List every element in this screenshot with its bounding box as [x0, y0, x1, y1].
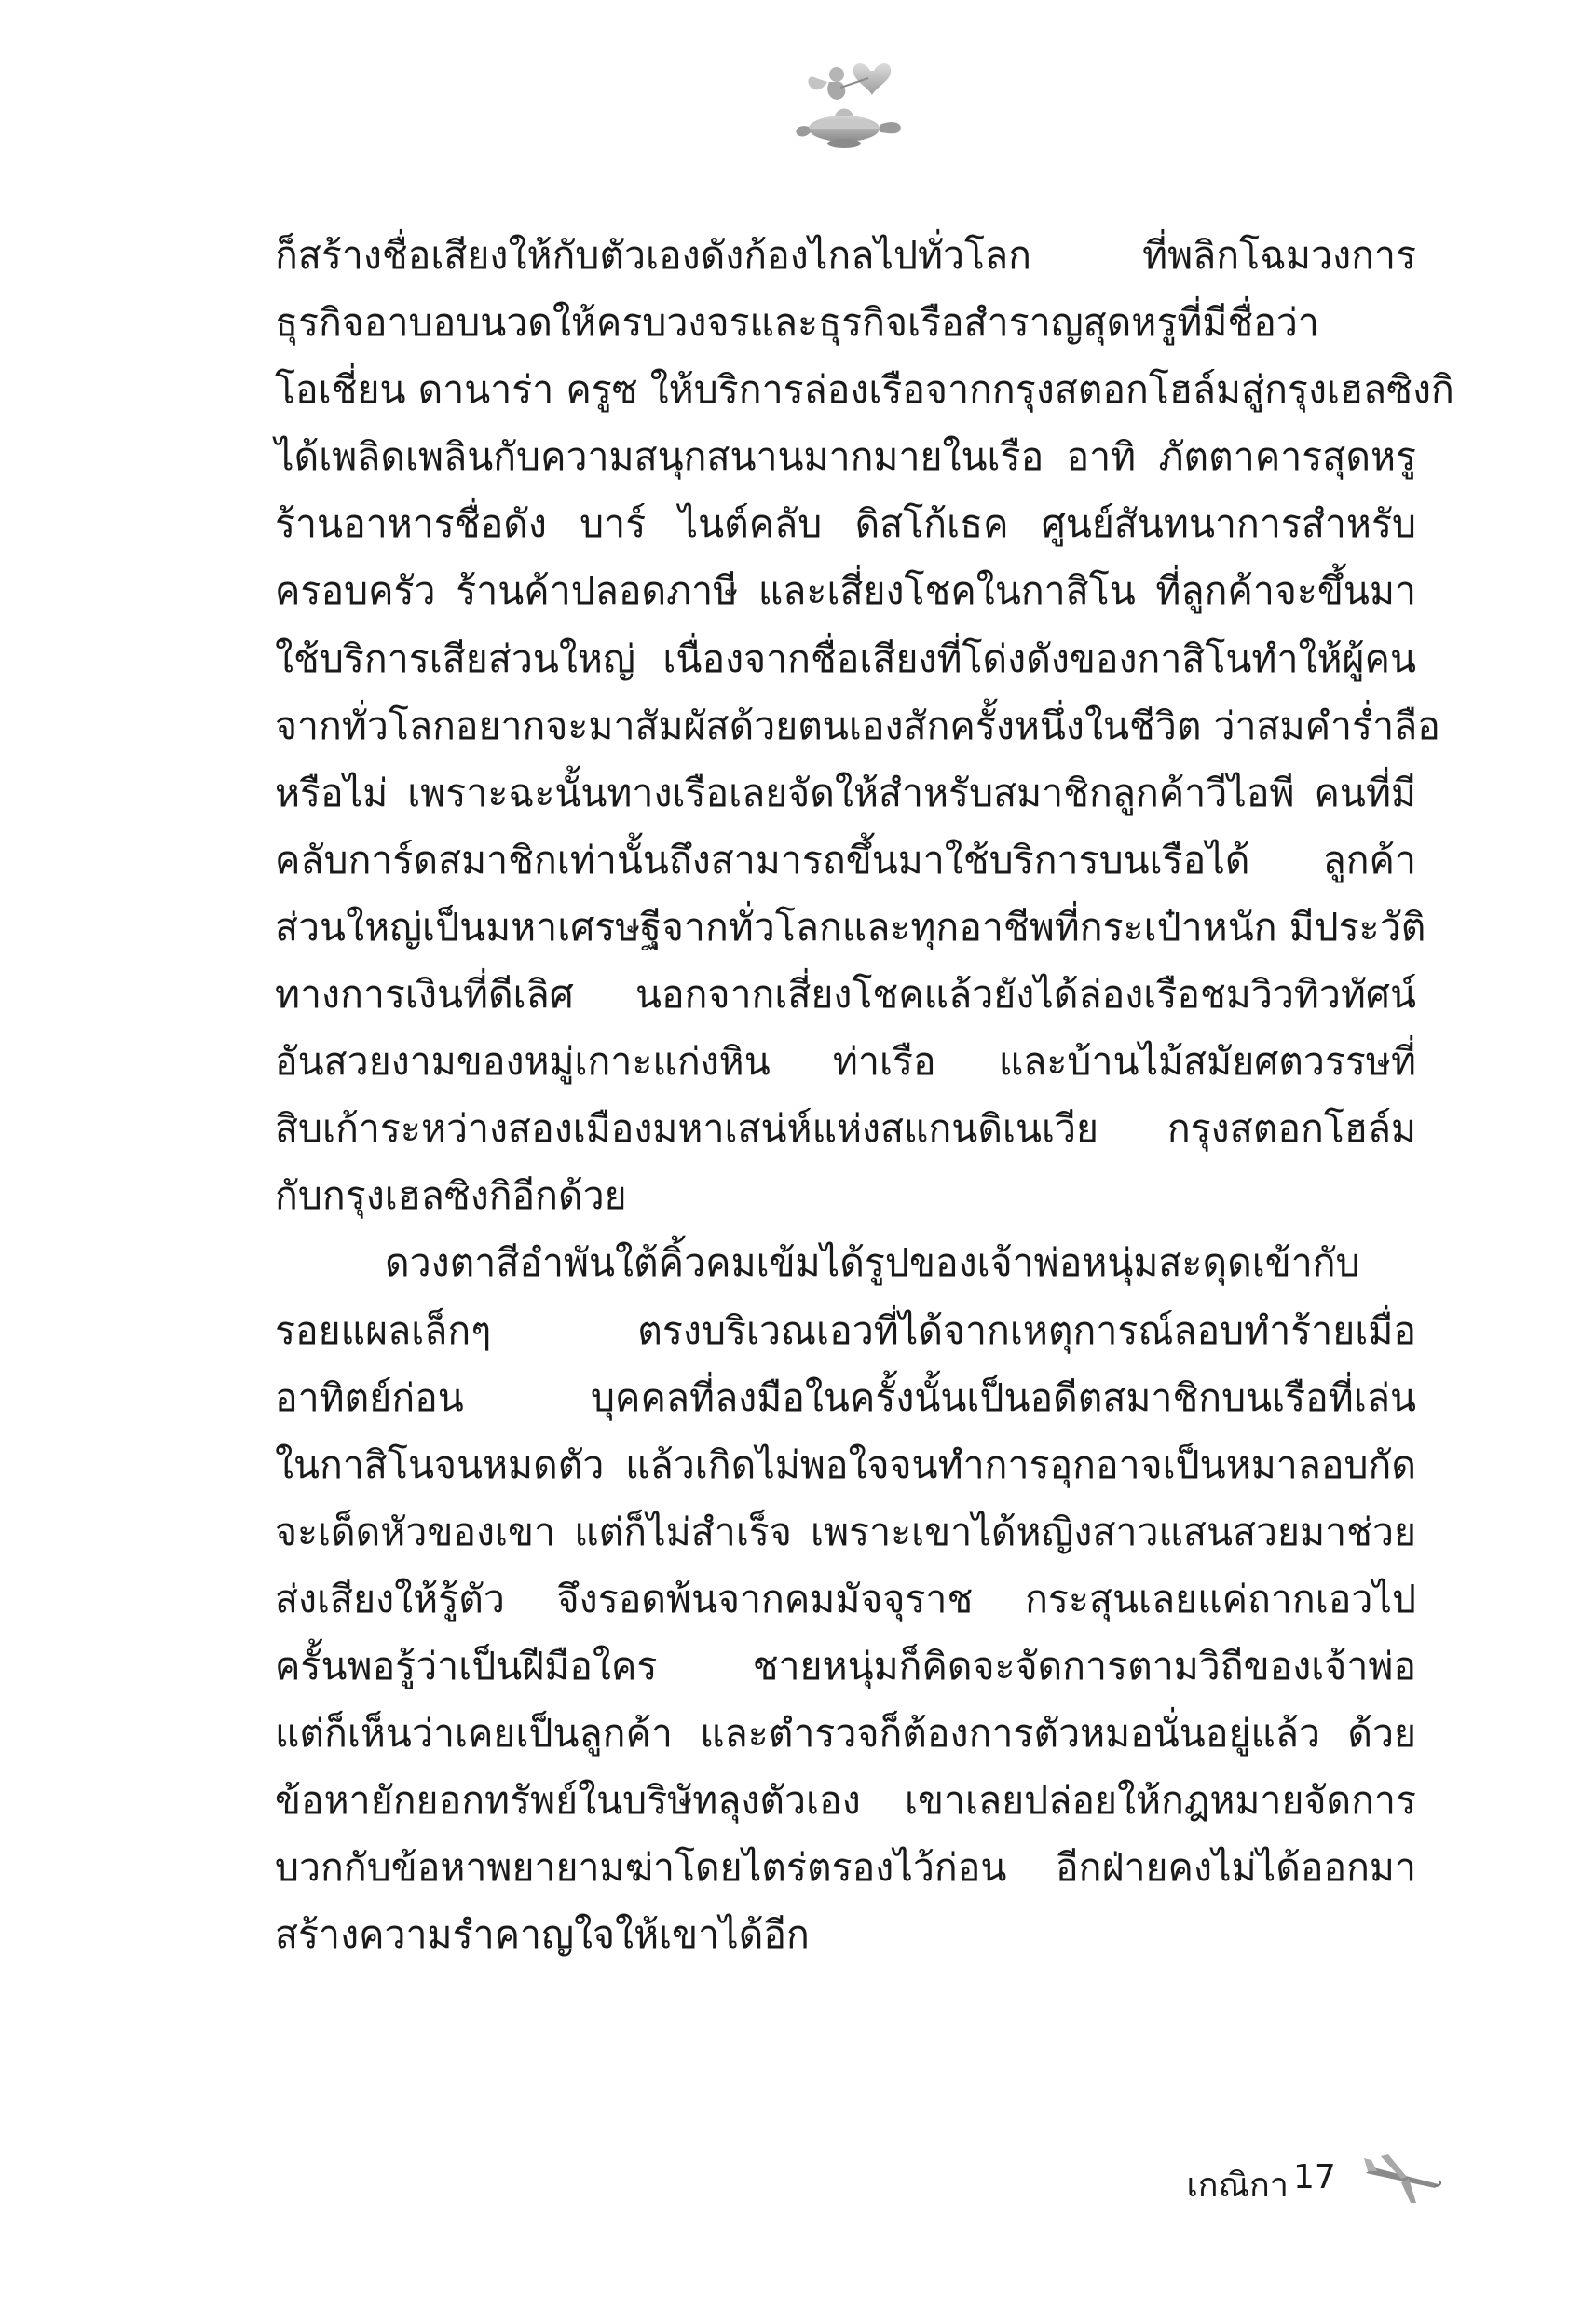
body-line: ดวงตาสีอำพันใต้คิ้วคมเข้มได้รูปของเจ้าพ่อหนุ่มสะดุดเข้ากับ: [385, 1240, 1360, 1286]
body-line: ครั้นพอรู้ว่าเป็นฝีมือใคร ชายหนุ่มก็คิดจะจัดการตามวิถีของเจ้าพ่อ: [275, 1643, 1416, 1689]
body-line: อาทิตย์ก่อน บุคคลที่ลงมือในครั้งนั้นเป็นอดีตสมาชิกบนเรือที่เล่น: [275, 1374, 1416, 1420]
body-text: [275, 222, 1454, 1968]
body-line: ครอบครัว ร้านค้าปลอดภาษี และเสี่ยงโชคในกาสิโน ที่ลูกค้าจะขึ้นมา: [275, 568, 1416, 614]
body-line: ข้อหายักยอกทรัพย์ในบริษัทลุงตัวเอง เขาเลยปล่อยให้กฎหมายจัดการ: [275, 1778, 1416, 1824]
body-line: กับกรุงเฮลซิงกิอีกด้วย: [275, 1173, 627, 1219]
body-line: บวกกับข้อหาพยายามฆ่าโดยไตร่ตรองไว้ก่อน อีกฝ่ายคงไม่ได้ออกมา: [275, 1845, 1416, 1891]
body-line: สิบเก้าระหว่างสองเมืองมหาเสน่ห์แห่งสแกนดิเนเวีย กรุงสตอกโฮล์ม: [275, 1106, 1416, 1152]
body-line: คลับการ์ดสมาชิกเท่านั้นถึงสามารถขึ้นมาใช้บริการบนเรือได้ ลูกค้า: [275, 837, 1416, 882]
body-line: ในกาสิโนจนหมดตัว แล้วเกิดไม่พอใจจนทำการอุกอาจเป็นหมาลอบกัด: [275, 1442, 1416, 1487]
body-line: จะเด็ดหัวของเขา แต่ก็ไม่สำเร็จ เพราะเขาได้หญิงสาวแสนสวยมาช่วย: [275, 1509, 1416, 1554]
airplane-ornament-icon: [1360, 2145, 1444, 2210]
body-line: ก็สร้างชื่อเสียงให้กับตัวเองดังก้องไกลไปทั่วโลก ที่พลิกโฉมวงการ: [275, 233, 1416, 278]
body-line: หรือไม่ เพราะฉะนั้นทางเรือเลยจัดให้สำหรับสมาชิกลูกค้าวีไอพี คนที่มี: [275, 770, 1416, 815]
body-line: แต่ก็เห็นว่าเคยเป็นลูกค้า และตำรวจก็ต้องการตัวหมอนั่นอยู่แล้ว ด้วย: [275, 1711, 1416, 1757]
body-line: รอยแผลเล็กๆ ตรงบริเวณเอวที่ได้จากเหตุการณ์ลอบทำร้ายเมื่อ: [275, 1307, 1416, 1353]
body-line: ใช้บริการเสียส่วนใหญ่ เนื่องจากชื่อเสียงที่โด่งดังของกาสิโนทำให้ผู้คน: [275, 636, 1416, 681]
body-line: ทางการเงินที่ดีเลิศ นอกจากเสี่ยงโชคแล้วยังได้ล่องเรือชมวิวทิวทัศน์: [275, 972, 1416, 1018]
body-line: สร้างความรำคาญใจให้เขาได้อีก: [275, 1912, 810, 1958]
body-line: ร้านอาหารชื่อดัง บาร์ ไนต์คลับ ดิสโก้เธค ศูนย์สันทนาการสำหรับ: [275, 501, 1416, 547]
body-line: ส่งเสียงให้รู้ตัว จึงรอดพ้นจากคมมัจจุราช กระสุนเลยแค่ถากเอวไป: [275, 1576, 1416, 1621]
running-title: เกณิกา: [1186, 2167, 1289, 2205]
body-line: ส่วนใหญ่เป็นมหาเศรษฐีจากทั่วโลกและทุกอาชีพที่กระเป๋าหนัก มีประวัติ: [275, 904, 1426, 950]
page-footer: [0, 2145, 1596, 2210]
body-line: ธุรกิจอาบอบนวดให้ครบวงจรและธุรกิจเรือสำราญสุดหรูที่มีชื่อว่า: [275, 300, 1319, 346]
body-line: อันสวยงามของหมู่เกาะแก่งหิน ท่าเรือ และบ้านไม้สมัยศตวรรษที่: [275, 1039, 1416, 1085]
body-line: ได้เพลิดเพลินกับความสนุกสนานมากมายในเรือ อาทิ ภัตตาคารสุดหรู: [275, 434, 1416, 480]
page-number: 17: [1293, 2158, 1336, 2196]
genie-lamp-ornament-icon: [779, 54, 909, 157]
body-line: โอเชี่ยน ดานาร่า ครูซ ให้บริการล่องเรือจากกรุงสตอกโฮล์มสู่กรุงเฮลซิงกิ: [275, 367, 1454, 413]
body-line: จากทั่วโลกอยากจะมาสัมผัสด้วยตนเองสักครั้งหนึ่งในชีวิต ว่าสมคำร่ำลือ: [275, 703, 1440, 748]
